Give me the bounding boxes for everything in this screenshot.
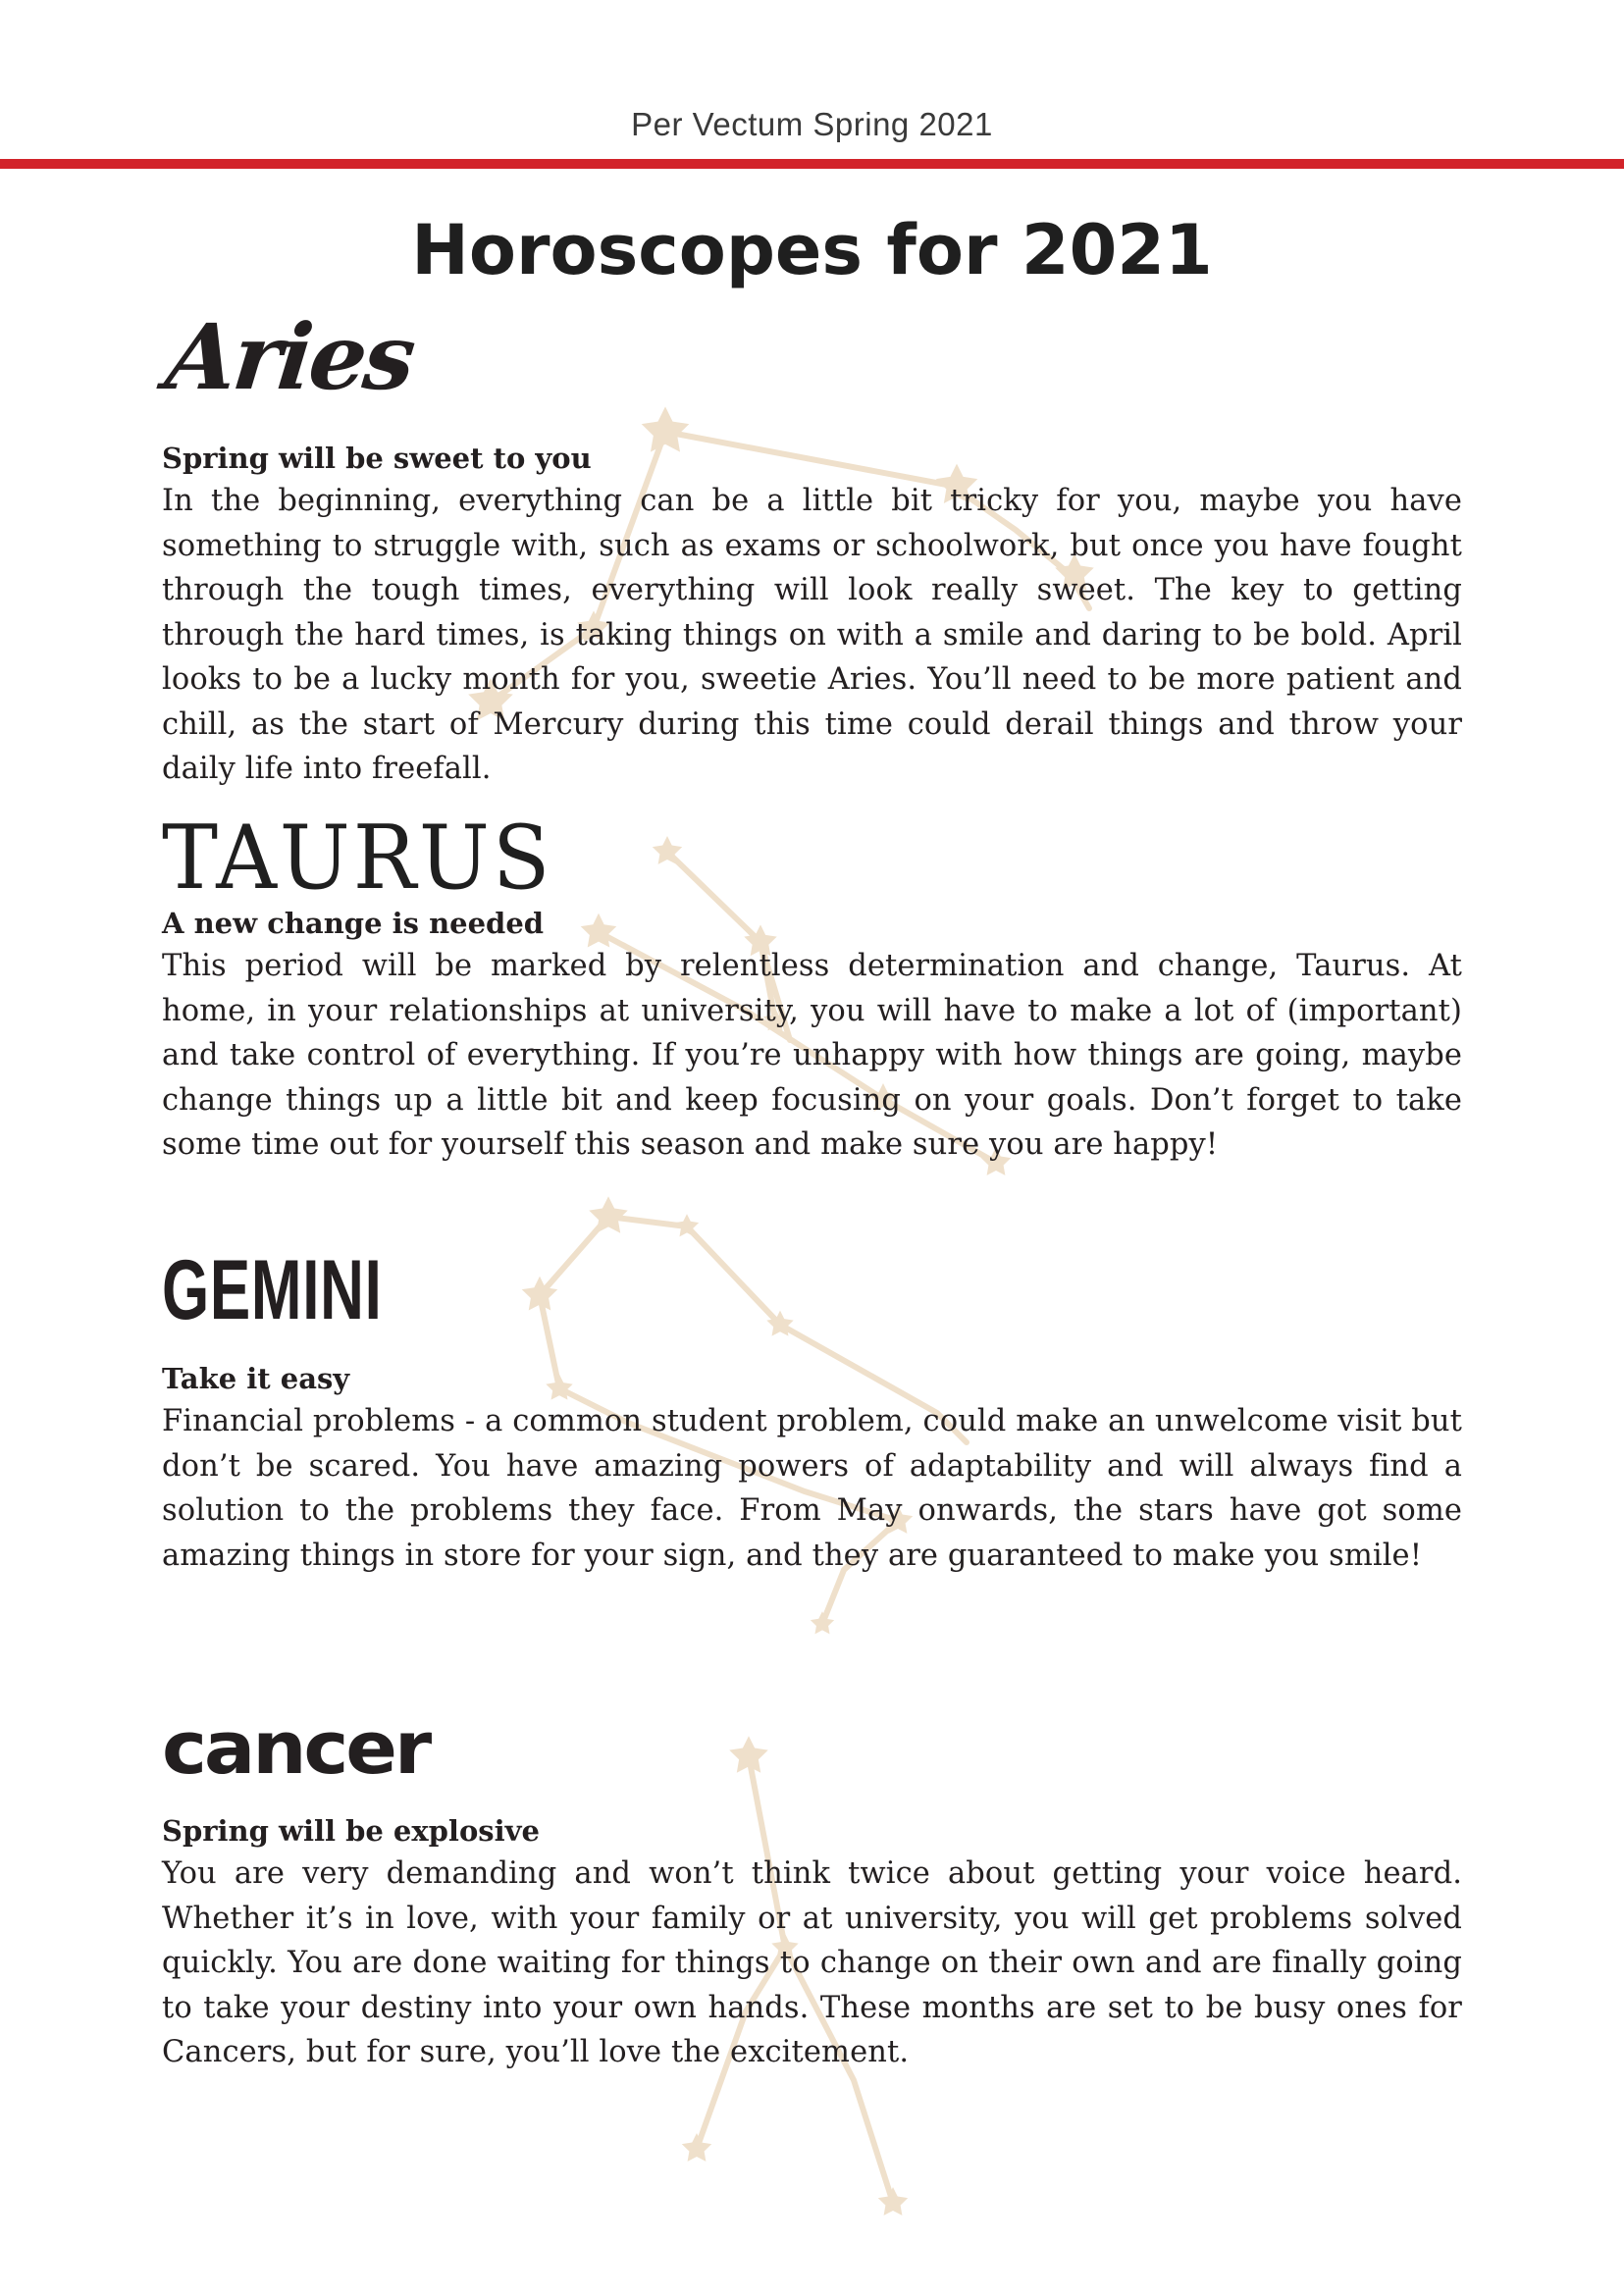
gemini-body: Financial problems - a common student problem, could make an unwelcome visit but don’t be scared. You have amazing powers of adaptability and will always find a solution to the problems they face. From May onwards, the stars have got some amazing things in store for your sign, and they are guaranteed to make you smile! [162, 1404, 1462, 1573]
cancer-title: cancer [162, 1706, 429, 1791]
taurus-section [162, 807, 1462, 1168]
aries-section [161, 304, 1462, 792]
taurus-title: TAURUS [162, 807, 553, 910]
gemini-section [162, 1243, 1462, 1578]
publication-header: Per Vectum Spring 2021 [631, 106, 993, 142]
cancer-subheading: Spring will be explosive [162, 1814, 540, 1848]
taurus-subheading: A new change is needed [162, 907, 545, 940]
aries-subheading: Spring will be sweet to you [162, 442, 592, 475]
taurus-body: This period will be marked by relentless determination and change, Taurus. At home, in your relationships at university, you will have to make a lot of (important) and take control of everything. If you’re unhappy with how things are going, maybe change things up a little bit and keep focusing on your goals. Don’t forget to take some time out for yourself this season and make sure you are happy! [162, 949, 1462, 1162]
cancer-body: You are very demanding and won’t think twice about getting your voice heard. Whether it’s in love, with your family or at university, you will get problems solved quickly. You are done waiting for things to change on their own and are finally going to take your destiny into your own hands. These months are set to be busy ones for Cancers, but for sure, you’ll love the excitement. [162, 1856, 1462, 2069]
gemini-title: GEMINI [162, 1243, 383, 1337]
cancer-section [162, 1706, 1462, 2075]
aries-body: In the beginning, everything can be a little bit tricky for you, maybe you have something to struggle with, such as exams or schoolwork, but once you have fought through the tough times, everything will look really sweet. The key to getting through the hard times, is taking things on with a smile and daring to be bold. April looks to be a lucky month for you, sweetie Aries. You’ll need to be more patient and chill, as the start of Mercury during this time could derail things and throw your daily life into freefall. [162, 484, 1462, 786]
gemini-subheading: Take it easy [162, 1362, 350, 1395]
aries-title: Aries [161, 304, 418, 410]
page-title: Horoscopes for 2021 [411, 210, 1213, 290]
